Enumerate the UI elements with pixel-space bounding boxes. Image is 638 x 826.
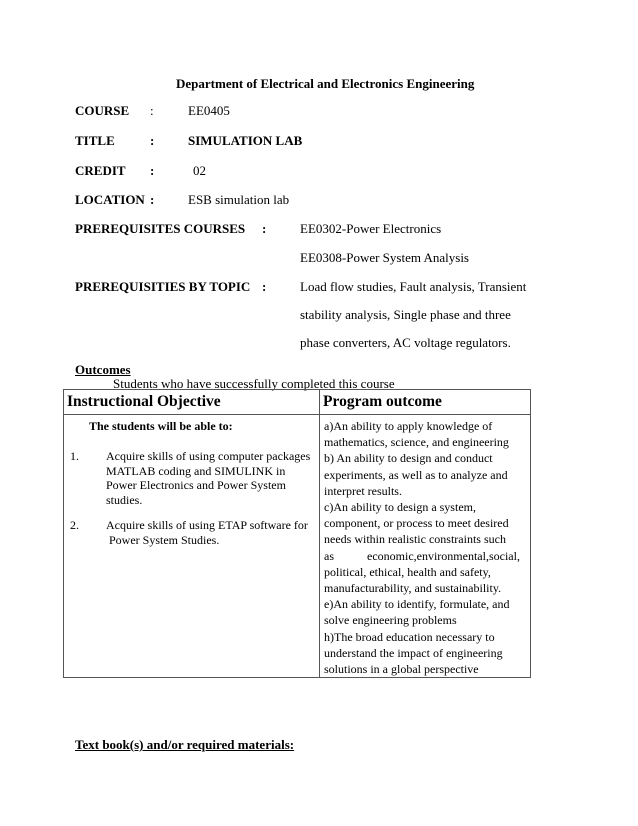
field-value-course: EE0405 [188, 103, 230, 118]
field-sep-location: : [150, 192, 155, 207]
prereq-course-2: EE0308-Power System Analysis [300, 250, 469, 265]
field-value-title: SIMULATION LAB [188, 133, 303, 148]
outcomes-heading: Outcomes [75, 362, 131, 377]
list-item: Acquire skills of using ETAP software for Power System Studies. [106, 518, 308, 547]
field-sep-course: : [150, 103, 154, 118]
field-label-course: COURSE [75, 103, 130, 118]
textbooks-heading: Text book(s) and/or required materials: [75, 737, 295, 752]
col-header-instructional-objective: Instructional Objective [64, 390, 320, 415]
outcomes-intro: Students who have successfully completed this course [113, 376, 395, 391]
instructional-objective-cell [64, 415, 320, 678]
field-label-title: TITLE [75, 133, 115, 148]
objective-number: 1. [70, 449, 79, 463]
col-header-program-outcome: Program outcome [320, 390, 531, 415]
prereq-topic-line-1: Load flow studies, Fault analysis, Transient [300, 279, 527, 294]
field-value-credit: 02 [193, 163, 206, 178]
page-title: Department of Electrical and Electronics Engineering [176, 76, 475, 91]
table-header-row [64, 390, 531, 415]
field-value-location: ESB simulation lab [188, 192, 290, 207]
prereq-topic-sep: : [262, 279, 267, 294]
list-item: Acquire skills of using computer packages MATLAB coding and SIMULINK in Power Electronics and Power System studies. [106, 449, 311, 507]
field-label-location: LOCATION [75, 192, 145, 207]
objectives-table [63, 389, 531, 678]
prereq-courses-sep: : [262, 221, 267, 236]
students-label: The students will be able to: [89, 419, 233, 433]
prereq-topic-line-2: stability analysis, Single phase and three [300, 307, 511, 322]
prereq-topic-line-3: phase converters, AC voltage regulators. [300, 335, 511, 350]
table-row [64, 415, 531, 678]
field-label-credit: CREDIT [75, 163, 126, 178]
objective-number: 2. [70, 518, 79, 532]
field-sep-credit: : [150, 163, 155, 178]
prereq-course-1: EE0302-Power Electronics [300, 221, 442, 236]
field-sep-title: : [150, 133, 155, 148]
prereq-courses-label: PREREQUISITES COURSES [75, 221, 246, 236]
program-outcome-cell: a)An ability to apply knowledge of mathematics, science, and engineering b) An ability to design and conduct experiments, as well as to analyze and interpret results. c)An ability to design a system, component, or process to meet desired needs within realistic constraints such as economic,environmental,social, political, ethical, health and safety, manufacturability, and sustainability. e)An ability to identify, formulate, and solve engineering problems h)The broad education necessary to understand the impact of engineering solutions in a global perspective [320, 415, 531, 678]
prereq-topic-label: PREREQUISITIES BY TOPIC [75, 279, 251, 294]
